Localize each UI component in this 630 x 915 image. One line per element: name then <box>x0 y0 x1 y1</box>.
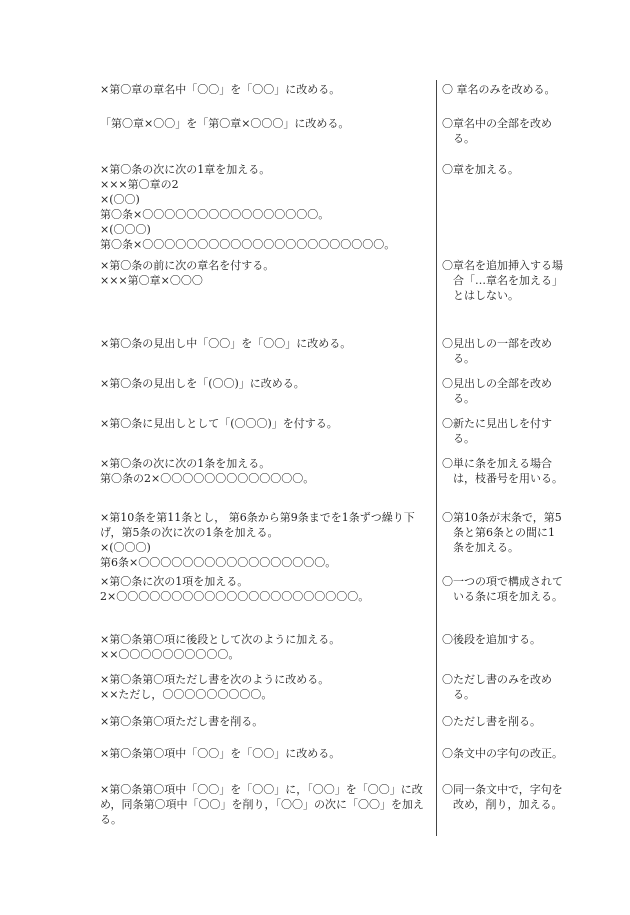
amendment-text: ×第〇条に見出しとして「(〇〇〇)」を付する。 <box>100 417 338 430</box>
explanation-note: 〇第10条が末条で，第5条と第6条との間に1条を加える。 <box>442 511 562 554</box>
explanation-note: 〇新たに見出しを付する。 <box>442 417 552 445</box>
amendment-text: ×第〇章の章名中「〇〇」を「〇〇」に改める。 <box>100 83 341 96</box>
amendment-text: ×第〇条第〇項中「〇〇」を「〇〇」に改める。 <box>100 747 341 760</box>
amendment-text: ×第〇条の次に次の1章を加える。 ×××第〇章の2 ×(〇〇) 第〇条×〇〇〇〇〇〇〇〇〇〇〇〇〇〇〇〇。 ×(〇〇〇) 第〇条×〇〇〇〇〇〇〇〇〇〇〇〇〇〇〇〇〇〇〇〇〇〇。 <box>100 163 396 251</box>
explanation-note: 〇条文中の字句の改正。 <box>442 747 563 760</box>
explanation-note: 〇見出しの全部を改める。 <box>442 377 552 405</box>
amendment-text: ×第10条を第11条とし， 第6条から第9条までを1条ずつ繰り下げ，第5条の次に次の1条を加える。 ×(〇〇〇) 第6条×〇〇〇〇〇〇〇〇〇〇〇〇〇〇〇〇〇。 <box>100 511 415 569</box>
amendment-text: ×第〇条第〇項に後段として次のように加える。 ××〇〇〇〇〇〇〇〇〇〇。 <box>100 633 341 661</box>
explanation-note: 〇章名中の全部を改める。 <box>442 117 552 145</box>
explanation-note: 〇章を加える。 <box>442 163 519 176</box>
amendment-text: ×第〇条の見出し中「〇〇」を「〇〇」に改める。 <box>100 337 352 350</box>
amendment-text: 「第〇章×〇〇」を「第〇章×〇〇〇」に改める。 <box>100 117 350 130</box>
amendment-text: ×第〇条第〇項ただし書を次のように改める。 ××ただし，〇〇〇〇〇〇〇〇〇。 <box>100 673 330 701</box>
explanation-note: 〇 章名のみを改める。 <box>442 83 556 96</box>
explanation-note: 〇章名を追加挿入する場合「…章名を加える」とはしない。 <box>442 259 563 302</box>
explanation-note: 〇同一条文中で，字句を改め，削り，加える。 <box>442 783 563 811</box>
amendment-text: ×第〇条第〇項ただし書を削る。 <box>100 715 264 728</box>
amendment-text: ×第〇条の次に次の1条を加える。 第〇条の2×〇〇〇〇〇〇〇〇〇〇〇〇〇。 <box>100 457 315 485</box>
amendment-text: ×第〇条第〇項中「〇〇」を「〇〇」に，「〇〇」を「〇〇」に改め，同条第〇項中「〇〇」を削り，「〇〇」の次に「〇〇」を加える。 <box>100 783 425 826</box>
amendment-text: ×第〇条の前に次の章名を付する。 ×××第〇章×〇〇〇 <box>100 259 275 287</box>
explanation-note: 〇一つの項で構成されている条に項を加える。 <box>442 575 563 603</box>
explanation-note: 〇後段を追加する。 <box>442 633 541 646</box>
amendment-text: ×第〇条の見出しを「(〇〇)」に改める。 <box>100 377 305 390</box>
explanation-note: 〇単に条を加える場合は，枝番号を用いる。 <box>442 457 563 485</box>
explanation-note: 〇見出しの一部を改める。 <box>442 337 552 365</box>
amendment-text: ×第〇条に次の1項を加える。 2×〇〇〇〇〇〇〇〇〇〇〇〇〇〇〇〇〇〇〇〇〇〇。 <box>100 575 370 603</box>
explanation-note: 〇ただし書を削る。 <box>442 715 541 728</box>
column-divider <box>436 80 437 836</box>
explanation-note: 〇ただし書のみを改める。 <box>442 673 552 701</box>
